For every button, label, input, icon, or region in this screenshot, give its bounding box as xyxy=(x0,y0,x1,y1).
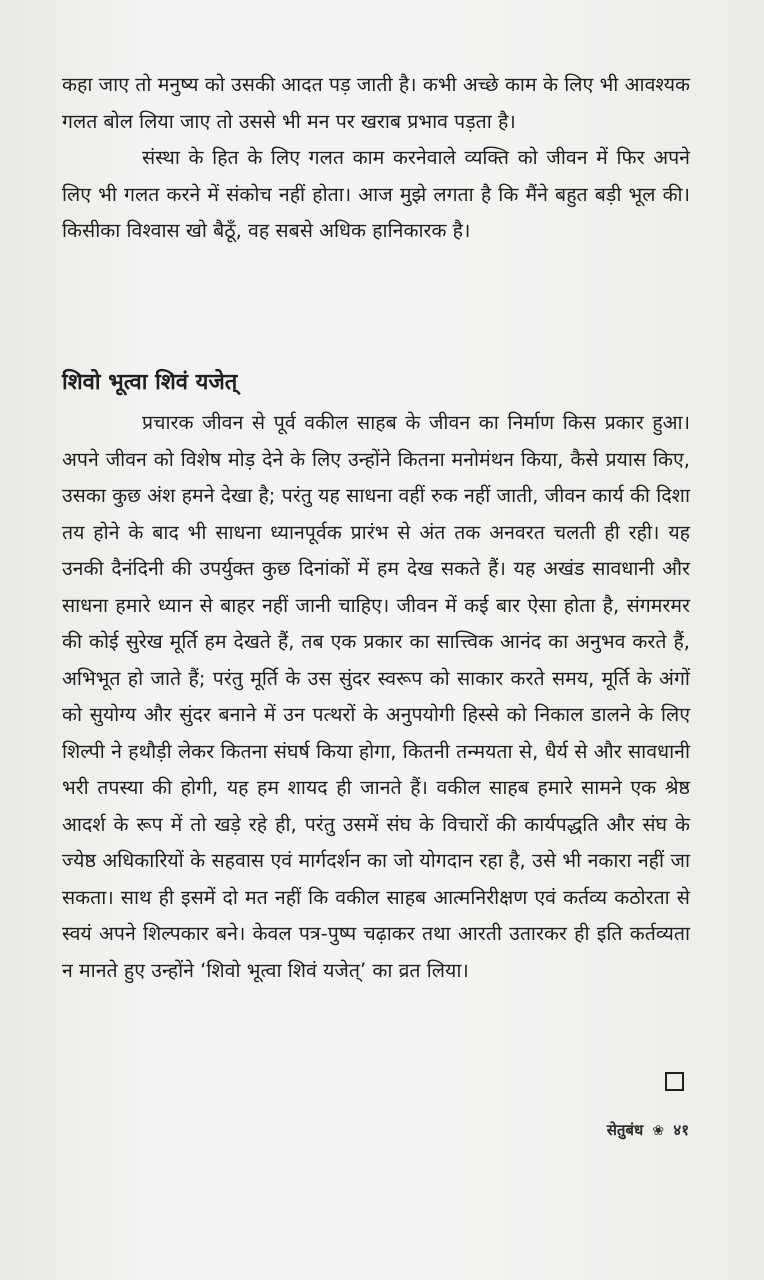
page-footer xyxy=(607,1120,689,1140)
text-block-main xyxy=(62,365,690,989)
paragraph-3: प्रचारक जीवन से पूर्व वकील साहब के जीवन का निर्माण किस प्रकार हुआ। अपने जीवन को विशेष मोड़ देने के लिए उन्होंने कितना मनोमंथन किया, कैसे प्रयास किए, उसका कुछ अंश हमने देखा है; परंतु यह साधना वहीं रुक नहीं जाती, जीवन कार्य की दिशा तय होने के बाद भी साधना ध्यानपूर्वक प्रारंभ से अंत तक अनवरत चलती ही रही। यह उनकी दैनंदिनी की उपर्युक्त कुछ दिनांकों में हम देख सकते हैं। यह अखंड सावधानी और साधना हमारे ध्यान से बाहर नहीं जानी चाहिए। जीवन में कई बार ऐसा होता है, संगमरमर की कोई सुरेख मूर्ति हम देखते हैं, तब एक प्रकार का सात्त्विक आनंद का अनुभव करते हैं, अभिभूत हो जाते हैं; परंतु मूर्ति के उस सुंदर स्वरूप को साकार करते समय, मूर्ति के अंगों को सुयोग्य और सुंदर बनाने में उन पत्थरों के अनुपयोगी हिस्से को निकाल डालने के लिए शिल्पी ने हथौड़ी लेकर कितना संघर्ष किया होगा, कितनी तन्मयता से, धैर्य से और सावधानी भरी तपस्या की होगी, यह हम शायद ही जानते हैं। वकील साहब हमारे सामने एक श्रेष्ठ आदर्श के रूप में तो खड़े रहे ही, परंतु उसमें संघ के विचारों की कार्यपद्धति और संघ के ज्येष्ठ अधिकारियों के सहवास एवं मार्गदर्शन का जो योगदान रहा है, उसे भी नकारा नहीं जा सकता। साथ ही इसमें दो मत नहीं कि वकील साहब आत्मनिरीक्षण एवं कर्तव्य कठोरता से स्वयं अपने शिल्पकार बने। केवल पत्र-पुष्प चढ़ाकर तथा आरती उतारकर ही इति कर्तव्यता न मानते हुए उन्होंने ‘शिवो भूत्वा शिवं यजेत्’ का व्रत लिया। xyxy=(62,411,690,982)
end-of-section-square-icon xyxy=(665,1072,684,1091)
flower-ornament-icon: ❀ xyxy=(652,1123,665,1139)
page-number: ४१ xyxy=(673,1121,689,1139)
text-block-top xyxy=(62,67,690,250)
paragraph-2: संस्था के हित के लिए गलत काम करनेवाले व्यक्ति को जीवन में फिर अपने लिए भी गलत करने में संकोच नहीं होता। आज मुझे लगता है कि मैंने बहुत बड़ी भूल की। किसीका विश्वास खो बैठूँ, वह सबसे अधिक हानिकारक है। xyxy=(62,146,690,242)
paragraph-1: कहा जाए तो मनुष्य को उसकी आदत पड़ जाती है। कभी अच्छे काम के लिए भी आवश्यक गलत बोल लिया जाए तो उससे भी मन पर खराब प्रभाव पड़ता है। xyxy=(62,73,690,133)
section-heading: शिवो भूत्वा शिवं यजेत् xyxy=(62,370,238,395)
footer-book-title: सेतुबंध xyxy=(606,1121,644,1139)
